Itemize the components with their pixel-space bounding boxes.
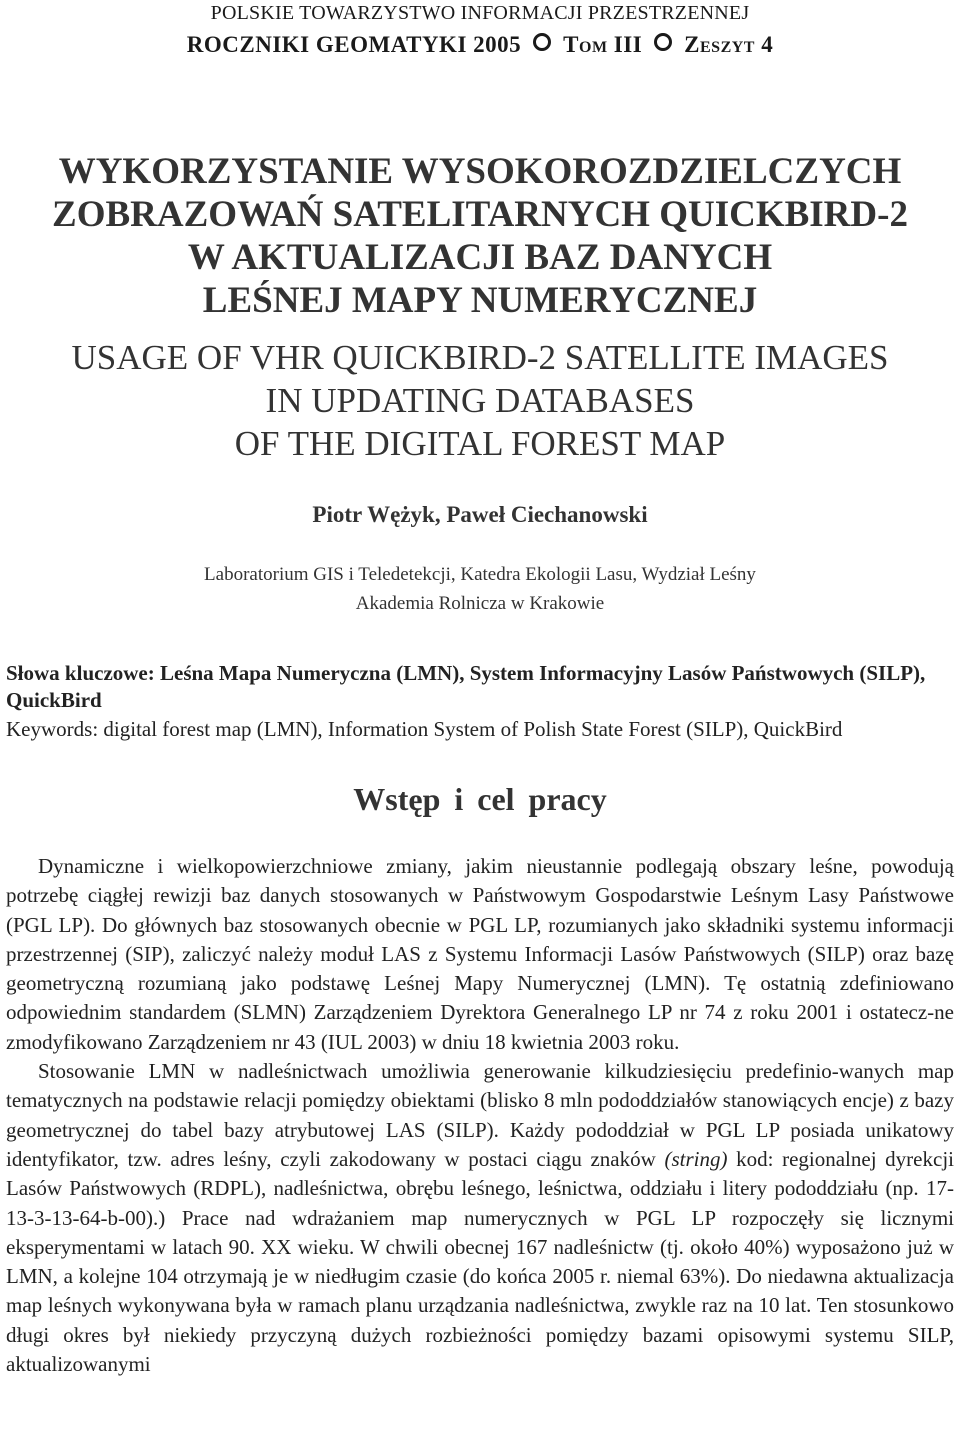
affiliation-line: Akademia Rolnicza w Krakowie	[355, 593, 605, 614]
title-polish-line: LEŚNEJ MAPY NUMERYCZNEJ	[202, 280, 758, 321]
paragraph-text: kod: regionalnej dyrekcji Lasów Państwowych (RDPL), nadleśnictwa, obrębu leśnego, leśnictwa, oddziału i litery pododdziału (np. 17-13-3-13-64-b-00).) Prace nad wdrażaniem map numerycznych w PGL LP rozpoczęły się licznymi eksperymentami w latach 90. XX wieku. W chwili obecnej 167 nadleśnictw (tj. około 40%) wyposażono już w LMN, a kolejne 104 otrzymają je w niedługim czasie (do końca 2005 r. niemal 63%). Do niedawna aktualizacja map leśnych wykonywana była w ramach planu urządzania nadleśnictwa, zwykle raz na 10 lat. Ten stosunkowo długi okres był niekiedy przyczyną dużych rozbieżności pomiędzy bazami opisowymi systemu SILP, aktualizowanymi	[6, 1146, 954, 1377]
keywords-polish: Słowa kluczowe: Leśna Mapa Numeryczna (LMN), System Informacyjny Lasów Państwowych (SILP), QuickBird	[6, 661, 926, 712]
title-polish-line: W AKTUALIZACJI BAZ DANYCH	[187, 237, 773, 278]
bullet-circle-icon	[533, 33, 551, 51]
title-polish-line: WYKORZYSTANIE WYSOKOROZDZIELCZYCH	[58, 151, 902, 192]
title-english-line: USAGE OF VHR QUICKBIRD-2 SATELLITE IMAGES	[71, 338, 889, 377]
keywords-english: Keywords: digital forest map (LMN), Information System of Polish State Forest (SILP), QuickBird	[6, 717, 843, 741]
affiliation	[0, 560, 960, 618]
body-text	[6, 852, 954, 1379]
bullet-circle-icon	[654, 33, 672, 51]
title-english	[0, 336, 960, 465]
paragraph-italic: (string)	[664, 1146, 728, 1171]
authors: Piotr Wężyk, Paweł Ciechanowski	[312, 502, 648, 527]
section-title: Wstęp i cel pracy	[353, 781, 607, 817]
society-header: POLSKIE TOWARZYSTWO INFORMACJI PRZESTRZENNEJ	[210, 2, 750, 24]
journal-name: ROCZNIKI GEOMATYKI 2005	[186, 32, 522, 57]
title-english-line: OF THE DIGITAL FOREST MAP	[234, 424, 726, 463]
paragraph-text: Stosowanie LMN w nadleśnictwach umożliwia generowanie kilkudziesięciu predefinio-wanych map tematycznych na podstawie relacji pomiędzy obiektami (blisko 8 mln pododdziałów stanowiących encje) z bazy geometrycznej do tabel bazy atrybutowej LAS (SILP). Każdy pododdział w PGL LP posiada unikatowy identyfikator, tzw. adres leśny, czyli zakodowany w postaci ciągu znaków	[6, 1059, 954, 1171]
title-polish-line: ZOBRAZOWAŃ SATELITARNYCH QUICKBIRD-2	[52, 194, 908, 235]
paragraph	[6, 1057, 954, 1379]
title-english-line: IN UPDATING DATABASES	[265, 381, 695, 420]
affiliation-line: Laboratorium GIS i Teledetekcji, Katedra Ekologii Lasu, Wydział Leśny	[204, 564, 756, 585]
paragraph: Dynamiczne i wielkopowierzchniowe zmiany, jakim nieustannie podlegają obszary leśne, powodują potrzebę ciągłej rewizji baz danych stosowanych w Państwowym Gospodarstwie Leśnym Lasy Państwowe (PGL LP). Do głównych baz stosowanych obecnie w PGL LP, rozumianych jako składniki systemu informacji przestrzennej (SIP), zaliczyć należy moduł LAS z Systemu Informacji Lasów Państwowych (SILP) oraz bazę geometryczną rozumianą jako podstawę Leśnej Mapy Numerycznej (LMN). Tę ostatnią zdefiniowano odpowiednim standardem (SLMN) Zarządzeniem Dyrektora Generalnego LP nr 74 z roku 2001 i ostatecz-ne zmodyfikowano Zarządzeniem nr 43 (IUL 2003) w dniu 18 kwietnia 2003 roku.	[6, 854, 954, 1054]
journal-volume: Tom III	[563, 32, 643, 57]
journal-header	[0, 30, 960, 60]
journal-issue: Zeszyt 4	[684, 32, 774, 57]
title-polish	[0, 150, 960, 322]
